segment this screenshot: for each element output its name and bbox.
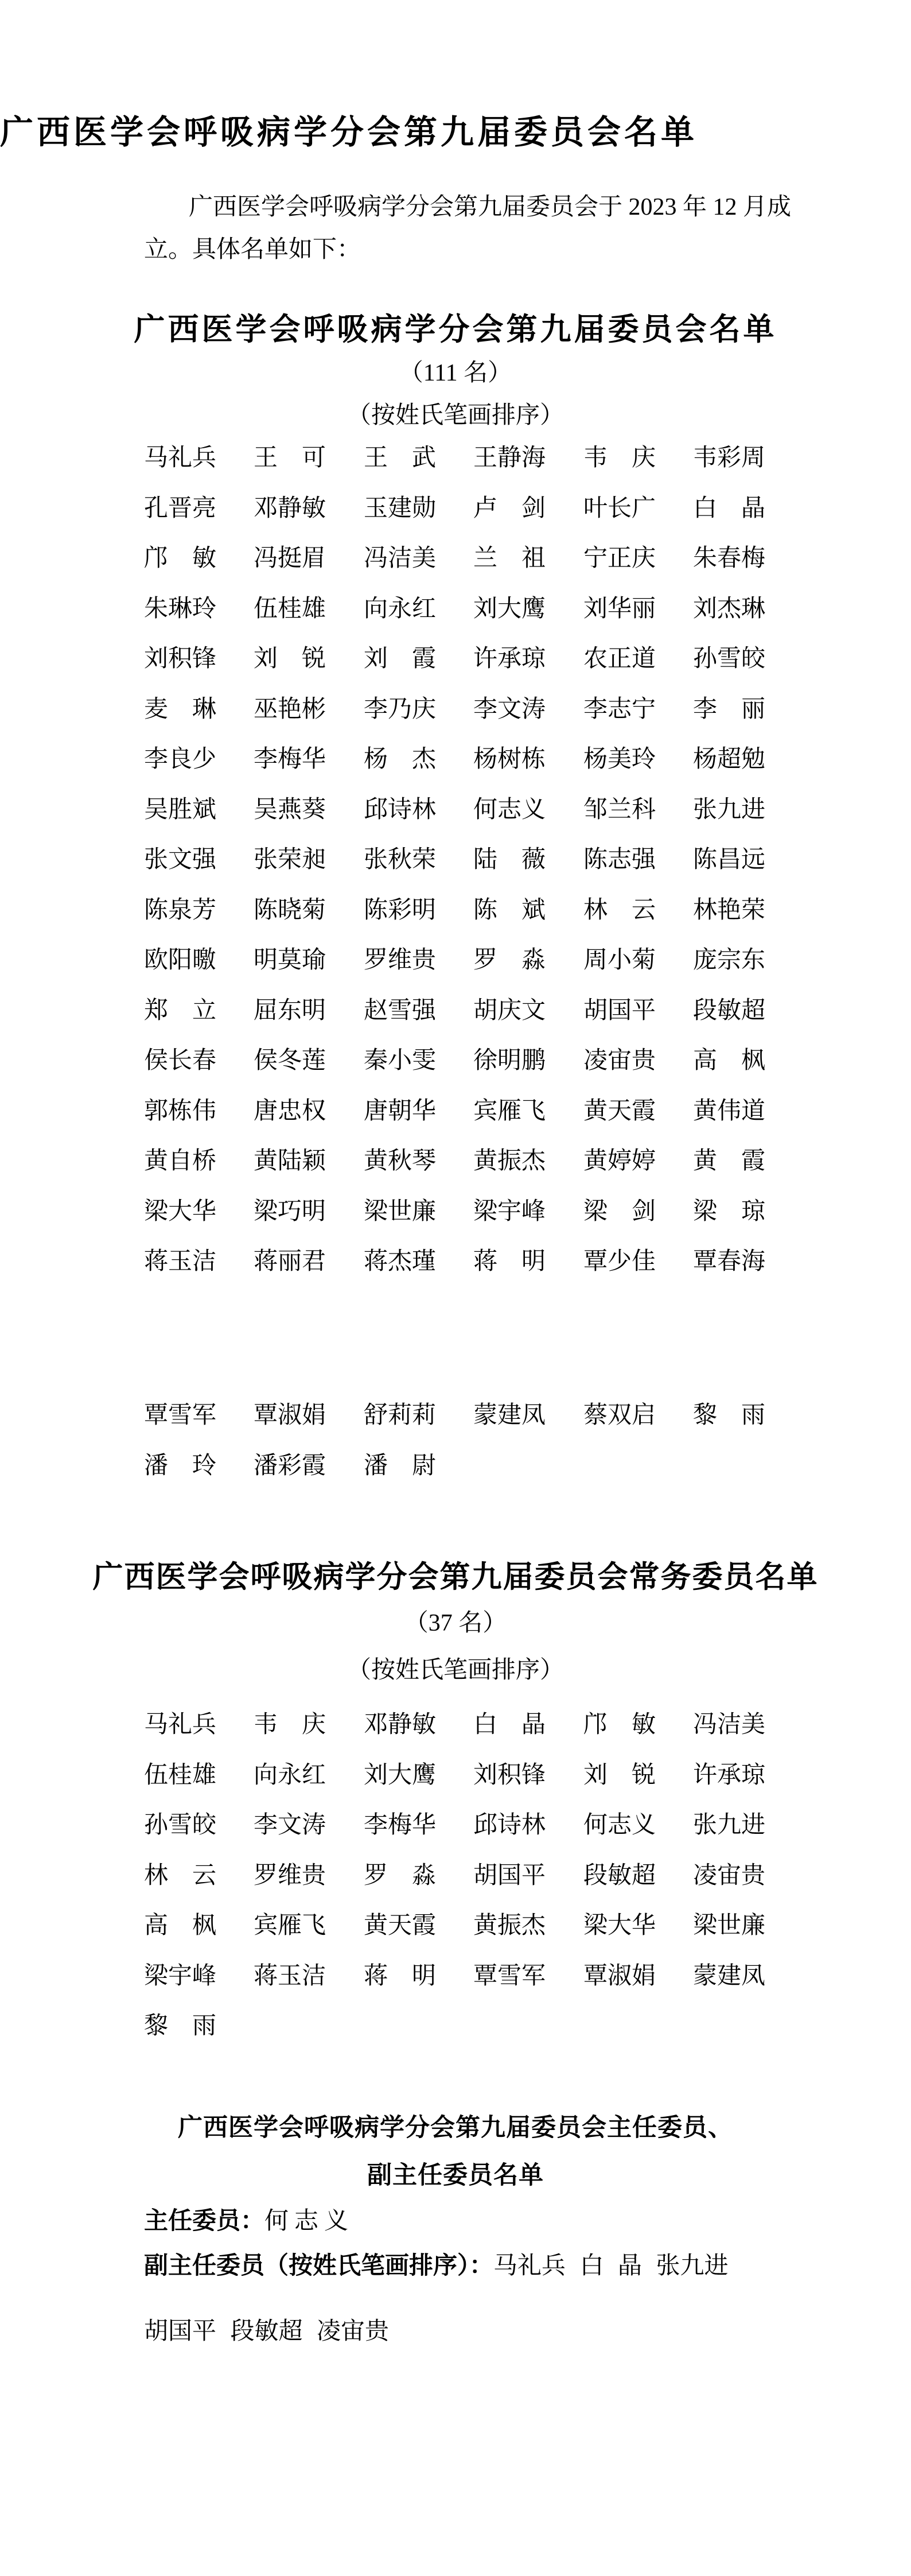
member-name: 罗 维 贵 xyxy=(254,1862,326,1889)
member-name: 黎 雨 xyxy=(693,1402,765,1429)
member-name: 邝 敏 xyxy=(583,1712,656,1738)
member-name: 许 承 琼 xyxy=(693,1762,766,1789)
member-name: 李 志 宁 xyxy=(583,696,656,723)
member-name: 李 梅 华 xyxy=(364,1812,437,1838)
member-name: 向 永 红 xyxy=(254,1762,326,1789)
member-name: 黄 婷 婷 xyxy=(583,1148,656,1174)
member-name: 冯 洁 美 xyxy=(693,1712,766,1738)
member-name: 潘 玲 xyxy=(144,1452,216,1479)
member-name: 高 枫 xyxy=(693,1048,765,1074)
name-row xyxy=(0,1912,911,1947)
member-name: 刘 锐 xyxy=(254,646,326,672)
member-name: 郭 栋 伟 xyxy=(144,1097,217,1124)
member-name: 宾 雁 飞 xyxy=(473,1097,546,1124)
member-name: 杨 杰 xyxy=(364,746,436,773)
member-name: 邹 兰 科 xyxy=(583,796,656,823)
member-name: 马 礼 兵 xyxy=(144,1712,217,1738)
member-name: 高 枫 xyxy=(144,1912,216,1939)
member-name: 刘 大 鹰 xyxy=(473,595,546,622)
name-row xyxy=(0,545,911,580)
member-name: 马 礼 兵 xyxy=(144,445,217,471)
member-name: 韦 庆 xyxy=(583,445,656,471)
member-name: 梁 宇 峰 xyxy=(473,1198,546,1225)
member-name: 陈 泉 芳 xyxy=(144,897,217,924)
member-name: 侯 长 春 xyxy=(144,1048,217,1074)
name-row xyxy=(0,1453,911,1487)
chair-name: 何志义 xyxy=(264,2208,355,2234)
member-name: 屈 东 明 xyxy=(254,997,326,1024)
member-name: 胡 国 平 xyxy=(583,997,656,1024)
name-row xyxy=(0,797,911,831)
member-name: 杨 美 玲 xyxy=(583,746,656,773)
name-row xyxy=(0,746,911,781)
member-name: 黄 振 杰 xyxy=(473,1912,546,1939)
member-name: 向 永 红 xyxy=(364,595,437,622)
name-row xyxy=(0,1148,911,1182)
member-name: 黄 伟 道 xyxy=(693,1097,766,1124)
member-name: 舒 莉 莉 xyxy=(364,1402,437,1429)
member-name: 刘 积 锋 xyxy=(473,1762,546,1789)
name-row xyxy=(0,947,911,981)
member-name: 蔡 双 启 xyxy=(583,1402,656,1429)
name-row xyxy=(0,596,911,630)
member-name: 黄 霞 xyxy=(693,1148,765,1174)
member-name: 孔 晋 亮 xyxy=(144,495,217,522)
member-name: 蒙 建 凤 xyxy=(473,1402,546,1429)
member-name: 刘 霞 xyxy=(364,646,436,672)
member-name: 何 志 义 xyxy=(473,796,546,823)
member-name: 李 文 涛 xyxy=(254,1812,326,1838)
name-row xyxy=(0,1198,911,1233)
section2-heading: 广西医学会呼吸病学分会第九届委员会常务委员名单 xyxy=(92,1561,819,1594)
member-name: 陆 薇 xyxy=(473,847,546,873)
member-name: 白 晶 xyxy=(473,1712,546,1738)
member-name: 梁 大 华 xyxy=(583,1912,656,1939)
member-name: 侯 冬 莲 xyxy=(254,1048,326,1074)
section1-count: （111 名） xyxy=(399,360,512,386)
member-name: 朱 春 梅 xyxy=(693,545,766,572)
section2-sort-note: （按姓氏笔画排序） xyxy=(347,1657,564,1683)
name-row xyxy=(0,998,911,1032)
member-name: 黄 陆 颖 xyxy=(254,1148,326,1174)
member-name: 覃 春 海 xyxy=(693,1248,766,1275)
member-name: 张 九 进 xyxy=(693,796,766,823)
member-name: 麦 琳 xyxy=(144,696,216,723)
member-name: 孙 雪 皎 xyxy=(693,646,766,672)
name-row xyxy=(0,1712,911,1746)
member-name: 韦 庆 xyxy=(254,1712,326,1738)
member-name: 蒋 玉 洁 xyxy=(144,1248,217,1275)
member-name: 刘 积 锋 xyxy=(144,646,217,672)
member-name: 胡 庆 文 xyxy=(473,997,546,1024)
member-name: 白 晶 xyxy=(693,495,765,522)
name-row xyxy=(0,445,911,479)
member-name: 梁 宇 峰 xyxy=(144,1962,217,1989)
member-name: 刘 大 鹰 xyxy=(364,1762,437,1789)
member-name: 宾 雁 飞 xyxy=(254,1912,326,1939)
member-name: 徐 明 鹏 xyxy=(473,1048,546,1074)
member-name: 潘 尉 xyxy=(364,1452,436,1479)
member-name: 伍 桂 雄 xyxy=(254,595,326,622)
member-name: 庞 宗 东 xyxy=(693,947,766,973)
member-name: 梁 大 华 xyxy=(144,1198,217,1225)
member-name: 蒋 杰 瑾 xyxy=(364,1248,437,1275)
member-name: 梁 巧 明 xyxy=(254,1198,326,1225)
member-name: 周 小 菊 xyxy=(583,947,656,973)
member-name: 刘 华 丽 xyxy=(583,595,656,622)
member-name: 罗 淼 xyxy=(364,1862,436,1889)
member-name: 邱 诗 林 xyxy=(364,796,437,823)
member-name: 林 云 xyxy=(583,897,656,924)
intro-line-1: 广西医学会呼吸病学分会第九届委员会于 2023 年 12 月成 xyxy=(189,194,792,220)
member-name: 秦 小 雯 xyxy=(364,1048,437,1074)
name-row xyxy=(0,2013,911,2047)
member-name: 邓 静 敏 xyxy=(364,1712,437,1738)
member-name: 陈 志 强 xyxy=(583,847,656,873)
member-name: 兰 祖 xyxy=(473,545,546,572)
member-name: 蒋 明 xyxy=(473,1248,546,1275)
member-name: 凌 宙 贵 xyxy=(583,1048,656,1074)
name-row xyxy=(0,897,911,932)
member-name: 梁 世 廉 xyxy=(364,1198,437,1225)
member-name: 黄 自 桥 xyxy=(144,1148,217,1174)
name-row xyxy=(0,1812,911,1846)
name-row xyxy=(0,1048,911,1082)
vice-chair-line xyxy=(144,2252,729,2280)
member-name: 冯 挺 眉 xyxy=(254,545,326,572)
member-name: 陈 昌 远 xyxy=(693,847,766,873)
member-name: 黎 雨 xyxy=(144,2013,216,2039)
member-name: 叶 长 广 xyxy=(583,495,656,522)
member-name: 巫 艳 彬 xyxy=(254,696,326,723)
vice-chair-label: 副主任委员（按姓氏笔画排序）： xyxy=(144,2253,494,2279)
member-name: 李 乃 庆 xyxy=(364,696,437,723)
member-name: 蒋 明 xyxy=(364,1962,436,1989)
chair-label: 主任委员： xyxy=(144,2208,265,2234)
member-name: 王 可 xyxy=(254,445,326,471)
member-name: 唐 忠 权 xyxy=(254,1097,326,1124)
member-name: 邝 敏 xyxy=(144,545,216,572)
vice-chair-names: 马礼兵 白 晶 张九进 xyxy=(493,2253,729,2279)
member-name: 玉 建 勋 xyxy=(364,495,437,522)
member-name: 杨 树 栋 xyxy=(473,746,546,773)
member-name: 张 九 进 xyxy=(693,1812,766,1838)
member-name: 黄 天 霞 xyxy=(364,1912,437,1939)
name-row xyxy=(0,1863,911,1897)
member-name: 覃 淑 娟 xyxy=(254,1402,326,1429)
member-name: 梁 世 廉 xyxy=(693,1912,766,1939)
intro-line-2: 立。具体名单如下： xyxy=(144,236,361,263)
section3-heading-line2: 副主任委员名单 xyxy=(367,2162,544,2189)
document-title: 广西医学会呼吸病学分会第九届委员会名单 xyxy=(0,114,698,151)
name-row xyxy=(0,1402,911,1437)
member-name: 段 敏 超 xyxy=(583,1862,656,1889)
member-name: 黄 振 杰 xyxy=(473,1148,546,1174)
member-name: 王 武 xyxy=(364,445,436,471)
member-name: 黄 天 霞 xyxy=(583,1097,656,1124)
member-name: 段 敏 超 xyxy=(693,997,766,1024)
name-row xyxy=(0,646,911,680)
member-name: 邱 诗 林 xyxy=(473,1812,546,1838)
section1-sort-note: （按姓氏笔画排序） xyxy=(347,402,564,429)
member-name: 李 良 少 xyxy=(144,746,217,773)
member-name: 覃 雪 军 xyxy=(144,1402,217,1429)
chair-line xyxy=(144,2208,354,2235)
member-name: 蒋 玉 洁 xyxy=(254,1962,326,1989)
member-name: 卢 剑 xyxy=(473,495,546,522)
member-name: 宁 正 庆 xyxy=(583,545,656,572)
member-name: 胡 国 平 xyxy=(473,1862,546,1889)
member-name: 张 文 强 xyxy=(144,847,217,873)
member-name: 覃 雪 军 xyxy=(473,1962,546,1989)
member-name: 韦 彩 周 xyxy=(693,445,766,471)
name-row xyxy=(0,696,911,731)
member-name: 吴 胜 斌 xyxy=(144,796,217,823)
member-name: 凌 宙 贵 xyxy=(693,1862,766,1889)
member-name: 吴 燕 葵 xyxy=(254,796,326,823)
member-name: 杨 超 勉 xyxy=(693,746,766,773)
member-name: 孙 雪 皎 xyxy=(144,1812,217,1838)
section3-heading-line1: 广西医学会呼吸病学分会第九届委员会主任委员、 xyxy=(178,2115,733,2142)
member-name: 刘 杰 琳 xyxy=(693,595,766,622)
member-name: 刘 锐 xyxy=(583,1762,656,1789)
member-name: 李 丽 xyxy=(693,696,765,723)
name-row xyxy=(0,495,911,530)
member-name: 梁 琼 xyxy=(693,1198,765,1225)
member-name: 潘 彩 霞 xyxy=(254,1452,326,1479)
member-name: 罗 淼 xyxy=(473,947,546,973)
member-name: 何 志 义 xyxy=(583,1812,656,1838)
member-name: 林 云 xyxy=(144,1862,216,1889)
name-row xyxy=(0,1762,911,1797)
member-name: 张 秋 荣 xyxy=(364,847,437,873)
member-name: 郑 立 xyxy=(144,997,216,1024)
member-name: 陈 斌 xyxy=(473,897,546,924)
member-name: 许 承 琼 xyxy=(473,646,546,672)
member-name: 罗 维 贵 xyxy=(364,947,437,973)
name-row xyxy=(0,847,911,881)
member-name: 农 正 道 xyxy=(583,646,656,672)
name-row xyxy=(0,1098,911,1132)
member-name: 明 莫 瑜 xyxy=(254,947,326,973)
member-name: 蒙 建 凤 xyxy=(693,1962,766,1989)
member-name: 李 文 涛 xyxy=(473,696,546,723)
member-name: 林 艳 荣 xyxy=(693,897,766,924)
member-name: 覃 少 佳 xyxy=(583,1248,656,1275)
member-name: 赵 雪 强 xyxy=(364,997,437,1024)
section1-heading: 广西医学会呼吸病学分会第九届委员会名单 xyxy=(134,312,777,347)
member-name: 伍 桂 雄 xyxy=(144,1762,217,1789)
member-name: 梁 剑 xyxy=(583,1198,656,1225)
member-name: 唐 朝 华 xyxy=(364,1097,437,1124)
member-name: 张 荣 昶 xyxy=(254,847,326,873)
section2-count: （37 名） xyxy=(404,1610,507,1636)
member-name: 王 静 海 xyxy=(473,445,546,471)
member-name: 覃 淑 娟 xyxy=(583,1962,656,1989)
member-name: 蒋 丽 君 xyxy=(254,1248,326,1275)
name-row xyxy=(0,1963,911,1997)
member-name: 朱 琳 玲 xyxy=(144,595,217,622)
member-name: 陈 晓 菊 xyxy=(254,897,326,924)
name-row xyxy=(0,1248,911,1283)
vice-chair-line-2: 胡国平 段敏超 凌宙贵 xyxy=(144,2318,390,2345)
member-name: 欧 阳 曒 xyxy=(144,947,217,973)
member-name: 邓 静 敏 xyxy=(254,495,326,522)
member-name: 李 梅 华 xyxy=(254,746,326,773)
member-name: 冯 洁 美 xyxy=(364,545,437,572)
member-name: 黄 秋 琴 xyxy=(364,1148,437,1174)
member-name: 陈 彩 明 xyxy=(364,897,437,924)
